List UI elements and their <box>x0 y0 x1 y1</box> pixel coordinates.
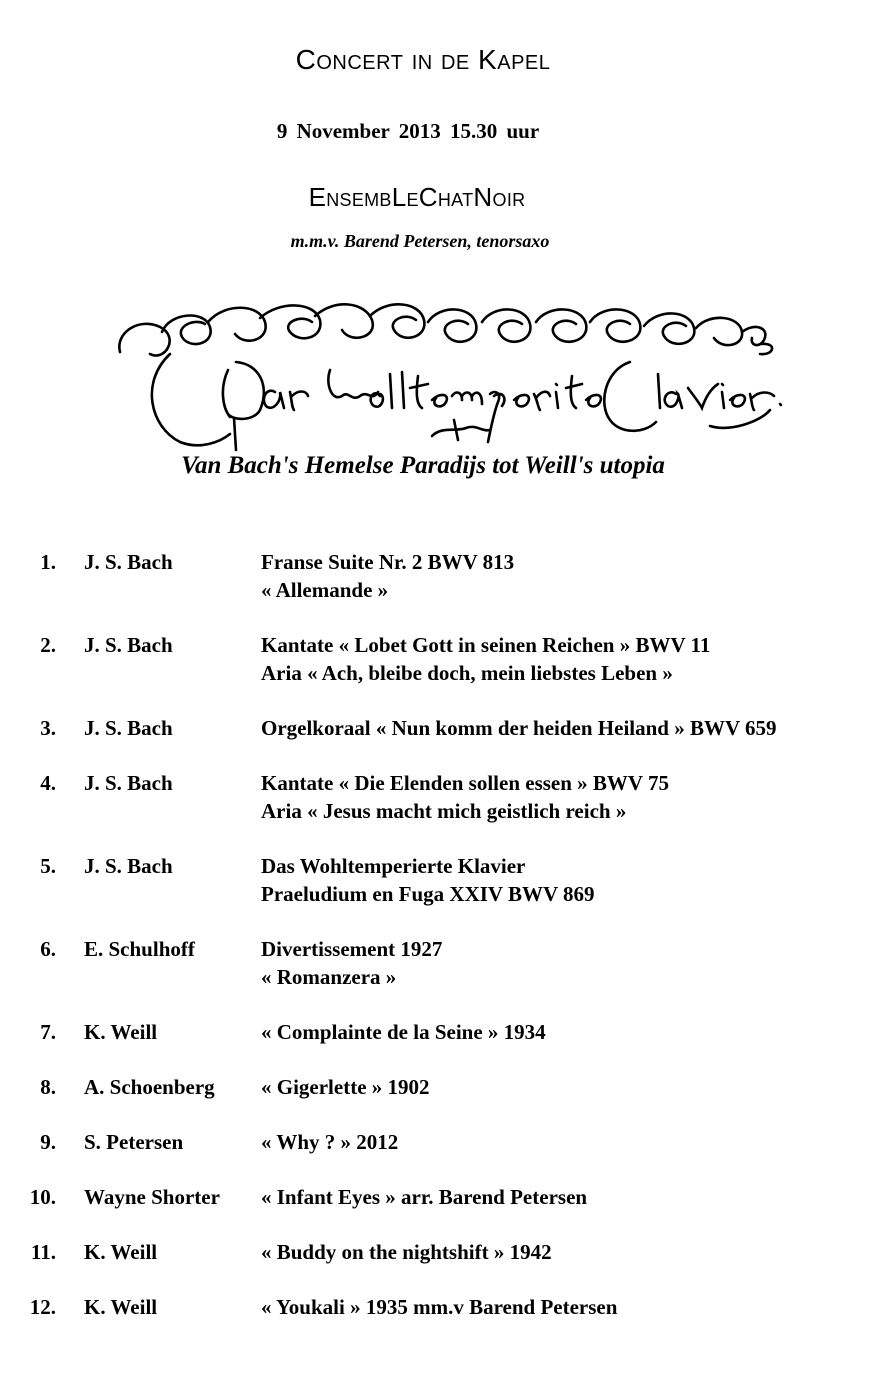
program-item-number: 8. <box>40 1075 56 1099</box>
program-item-number: 7. <box>40 1020 56 1044</box>
program-item-work-line: Das Wohltemperierte Klavier <box>261 854 526 878</box>
program-item-work-line: « Infant Eyes » arr. Barend Petersen <box>261 1185 588 1209</box>
program-item-number: 12. <box>29 1295 56 1319</box>
program-item-work <box>261 1183 587 1211</box>
program-item-work <box>261 1293 617 1321</box>
program-item-composer: A. Schoenberg <box>84 1075 215 1099</box>
program-item-composer: J. S. Bach <box>84 854 173 878</box>
program-item-composer: J. S. Bach <box>84 550 173 574</box>
program-item-work-line: Praeludium en Fuga XXIV BWV 869 <box>261 882 595 906</box>
program-item-work-line: Aria « Ach, bleibe doch, mein liebstes Leben » <box>261 661 673 685</box>
program-item-work <box>261 714 777 742</box>
program-item-work <box>261 1073 430 1101</box>
program-item-work <box>261 1128 398 1156</box>
program-item-number: 1. <box>40 550 56 574</box>
program-item-number: 11. <box>30 1240 56 1264</box>
program-item-work-line: « Romanzera » <box>261 965 397 989</box>
program-item-composer: K. Weill <box>84 1240 158 1264</box>
program-item-work-line: « Buddy on the nightshift » 1942 <box>261 1240 552 1264</box>
program-item-work-line: Kantate « Lobet Gott in seinen Reichen » BWV 11 <box>261 633 711 657</box>
program-item-composer: K. Weill <box>84 1295 158 1319</box>
program-item-work-line: « Gigerlette » 1902 <box>261 1075 430 1099</box>
program-item-work-line: Franse Suite Nr. 2 BWV 813 <box>261 550 515 574</box>
program-item-composer: J. S. Bach <box>84 716 173 740</box>
program-item-number: 10. <box>29 1185 56 1209</box>
program-item-number: 5. <box>40 854 56 878</box>
program-item-number: 4. <box>40 771 56 795</box>
program-item-number: 3. <box>40 716 56 740</box>
program-item-work <box>261 1018 546 1046</box>
concert-subtitle: Van Bach's Hemelse Paradijs tot Weill's utopia <box>181 452 665 479</box>
program-item-work <box>261 852 595 908</box>
program-item-number: 9. <box>40 1130 56 1154</box>
program-item-work-line: « Complainte de la Seine » 1934 <box>261 1020 546 1044</box>
program-item-work-line: Kantate « Die Elenden sollen essen » BWV 75 <box>261 771 669 795</box>
program-item-work <box>261 1238 552 1266</box>
program-item-work-line: Aria « Jesus macht mich geistlich reich » <box>261 799 627 823</box>
program-item-work <box>261 935 442 991</box>
program-item-work-line: « Why ? » 2012 <box>261 1130 399 1154</box>
program-item-composer: S. Petersen <box>84 1130 184 1154</box>
program-item-work-line: « Allemande » <box>261 578 389 602</box>
concert-title: Concert in de Kapel <box>295 44 551 75</box>
calligraphy-title-image <box>110 292 790 452</box>
guest-performer: m.m.v. Barend Petersen, tenorsaxo <box>290 231 550 251</box>
program-item-composer: Wayne Shorter <box>84 1185 220 1209</box>
program-item-work-line: Orgelkoraal « Nun komm der heiden Heiland » BWV 659 <box>261 716 777 740</box>
program-item-number: 2. <box>40 633 56 657</box>
program-item-composer: J. S. Bach <box>84 771 173 795</box>
program-item-number: 6. <box>40 937 56 961</box>
ensemble-name: EnsembLeChatNoir <box>308 182 526 212</box>
program-item-work <box>261 631 710 687</box>
program-item-work-line: « Youkali » 1935 mm.v Barend Petersen <box>261 1295 618 1319</box>
concert-date: 9 November 2013 15.30 uur <box>276 119 540 143</box>
program-item-composer: J. S. Bach <box>84 633 173 657</box>
program-item-work <box>261 769 669 825</box>
program-item-composer: E. Schulhoff <box>84 937 195 961</box>
program-item-work <box>261 548 514 604</box>
program-item-work-line: Divertissement 1927 <box>261 937 443 961</box>
program-item-composer: K. Weill <box>84 1020 158 1044</box>
